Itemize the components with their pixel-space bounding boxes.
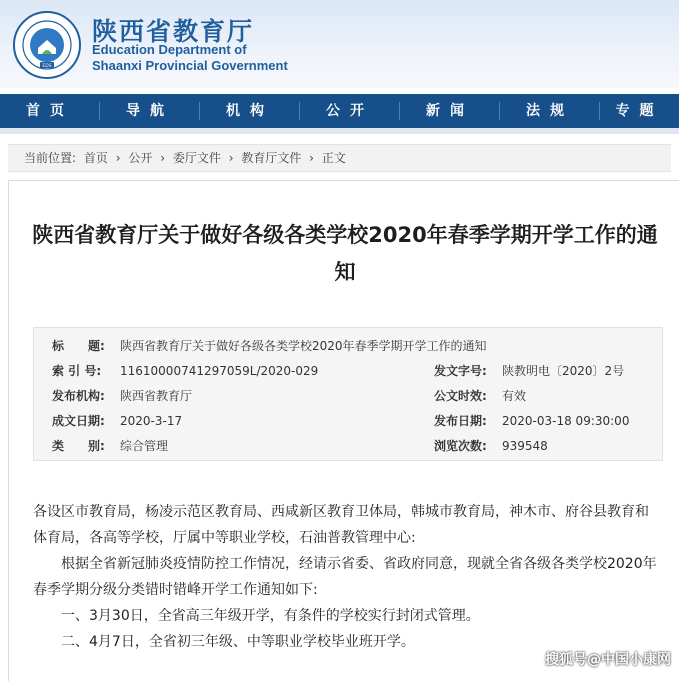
meta-row-index: [34, 359, 662, 383]
meta-category-label: 类 别:: [52, 439, 105, 453]
nav-item-home[interactable]: 首页: [0, 94, 100, 128]
meta-row-dates: [34, 409, 662, 433]
meta-published-label: 发布日期:: [434, 414, 487, 428]
article-container: [8, 180, 679, 681]
meta-row-issuer: [34, 384, 662, 408]
meta-title-label: 标 题:: [52, 339, 105, 353]
meta-doc-no-label: 发文字号:: [434, 364, 487, 378]
meta-views-value: 939548: [502, 439, 548, 453]
document-metadata-panel: [33, 327, 663, 461]
main-nav: [0, 94, 679, 134]
meta-row-category: [34, 434, 662, 458]
nav-item-news[interactable]: 新闻: [400, 94, 500, 128]
site-name-en-line1: Education Department of: [92, 42, 247, 57]
meta-validity-value: 有效: [502, 389, 527, 403]
breadcrumb-item-committee-docs[interactable]: 委厅文件: [172, 151, 221, 165]
breadcrumb-separator: ›: [115, 151, 121, 165]
meta-title-value: 陕西省教育厅关于做好各级各类学校2020年春季学期开学工作的通知: [120, 339, 487, 353]
breadcrumb-item-public[interactable]: 公开: [128, 151, 153, 165]
meta-index-label: 索 引 号:: [52, 364, 102, 378]
breadcrumb-separator: ›: [228, 151, 234, 165]
breadcrumb-item-current: 正文: [321, 151, 346, 165]
nav-item-organization[interactable]: 机构: [200, 94, 300, 128]
nav-item-topics[interactable]: 专题: [615, 103, 664, 119]
site-name-en-line2: Shaanxi Provincial Government: [92, 58, 288, 73]
meta-doc-no-value: 陕教明电〔2020〕2号: [502, 364, 625, 378]
meta-created-label: 成文日期:: [52, 414, 105, 428]
breadcrumb-prefix: 当前位置:: [24, 151, 77, 165]
meta-category-value: 综合管理: [120, 439, 169, 453]
meta-index-value: 11610000741297059L/2020-029: [120, 364, 319, 378]
breadcrumb-item-home[interactable]: 首页: [83, 151, 108, 165]
breadcrumb-separator: ›: [309, 151, 314, 165]
eds-emblem-icon[interactable]: [12, 10, 82, 80]
breadcrumb-item-dept-docs[interactable]: 教育厅文件: [241, 151, 302, 165]
nav-item-navigation[interactable]: 导航: [100, 94, 200, 128]
site-header: [0, 0, 679, 88]
meta-created-value: 2020-3-17: [120, 414, 183, 428]
article-paragraph-intro: 根据全省新冠肺炎疫情防控工作情况，经请示省委、省政府同意，现就全省各级各类学校2020年春季学期分级分类错时错峰开学工作通知如下:: [33, 556, 657, 598]
site-name-cn: 陕西省教育厅: [92, 17, 255, 46]
meta-issuer-label: 发布机构:: [52, 389, 105, 403]
article-title: 陕西省教育厅关于做好各级各类学校2020年春季学期开学工作的通知: [32, 223, 658, 284]
article-body: [33, 499, 658, 655]
meta-published-value: 2020-03-18 09:30:00: [502, 414, 630, 428]
logo-badge-text: EDS: [42, 64, 52, 69]
meta-views-label: 浏览次数:: [434, 439, 487, 453]
nav-item-public[interactable]: 公开: [300, 94, 400, 128]
article-paragraph-addressees: 各设区市教育局，杨凌示范区教育局、西咸新区教育卫体局，韩城市教育局，神木市、府谷县教育和体育局，各高等学校，厅属中等职业学校，石油普教管理中心:: [33, 504, 649, 546]
meta-issuer-value: 陕西省教育厅: [120, 389, 193, 403]
nav-item-regulations[interactable]: 法规: [500, 94, 600, 128]
meta-row-title: [34, 334, 662, 358]
breadcrumb: [8, 144, 671, 172]
breadcrumb-separator: ›: [160, 151, 166, 165]
article-paragraph-item-2: 二、4月7日，全省初三年级、中等职业学校毕业班开学。: [61, 634, 415, 650]
meta-validity-label: 公文时效:: [434, 389, 487, 403]
article-paragraph-item-1: 一、3月30日，全省高三年级开学，有条件的学校实行封闭式管理。: [61, 608, 480, 624]
watermark: 搜狐号@中国小康网: [545, 652, 671, 668]
